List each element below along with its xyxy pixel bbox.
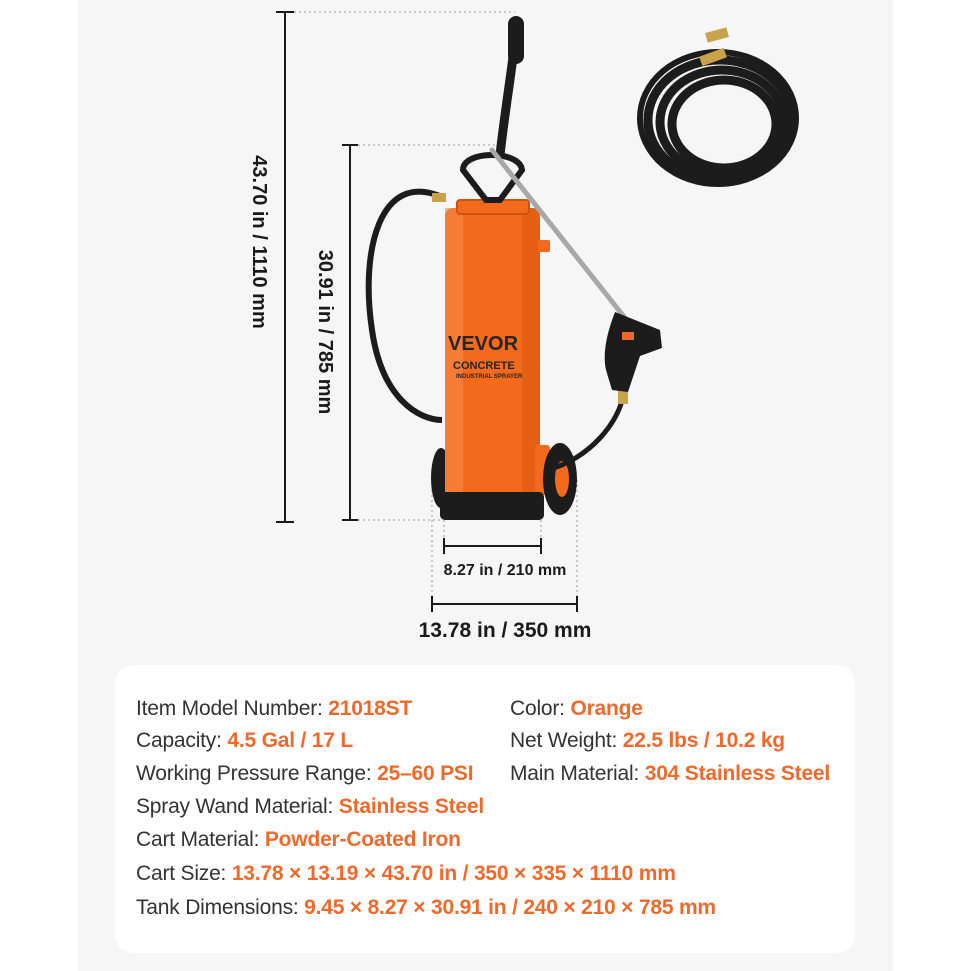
spec-capacity: Capacity: 4.5 Gal / 17 L [136,729,353,752]
spec-cart-material: Cart Material: Powder-Coated Iron [136,828,461,851]
coiled-hose [640,52,796,184]
tank-label-line1: CONCRETE [453,360,515,372]
tank-label-line2: INDUSTRIAL SPRAYER [456,374,523,380]
spec-cart-size: Cart Size: 13.78 × 13.19 × 43.70 in / 350 × 335 × 1110 mm [136,862,676,885]
spec-color: Color: Orange [510,697,643,720]
tank-height-label: 30.91 in / 785 mm [314,249,336,415]
spec-wand-material: Spray Wand Material: Stainless Steel [136,795,485,818]
tank-width-label: 8.27 in / 210 mm [443,562,567,579]
tank-base [440,492,544,520]
spec-net-weight: Net Weight: 22.5 lbs / 10.2 kg [510,729,785,752]
spec-main-material: Main Material: 304 Stainless Steel [510,762,831,785]
spec-model: Item Model Number: 21018ST [136,697,413,720]
hose-left [369,192,442,420]
total-height-label: 43.70 in / 1110 mm [248,155,270,329]
spray-gun [605,312,662,392]
brand-logo: VEVOR [448,333,519,355]
spec-tank-dimensions: Tank Dimensions: 9.45 × 8.27 × 30.91 in / 240 × 210 × 785 mm [136,896,716,919]
spec-pressure: Working Pressure Range: 25–60 PSI [136,762,474,785]
cart-width-label: 13.78 in / 350 mm [418,619,592,642]
